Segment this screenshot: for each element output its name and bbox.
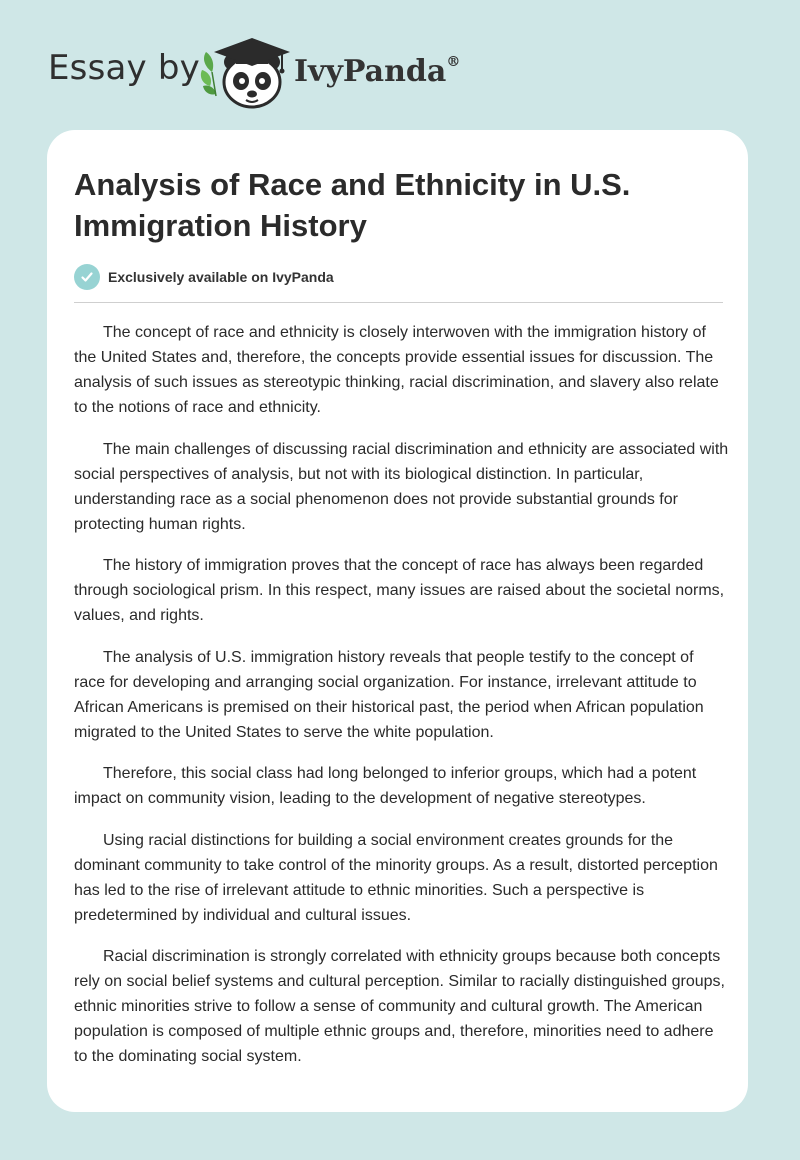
divider	[74, 302, 723, 303]
exclusive-badge	[74, 264, 334, 290]
paragraph: The main challenges of discussing racial discrimination and ethnicity are associated with social perspectives of analysis, but not with its biological distinction. In particular, understanding race as a social phenomenon does not provide substantial grounds for protecting human rights.	[74, 440, 729, 533]
site-header	[0, 0, 800, 130]
paragraph: Racial discrimination is strongly correlated with ethnicity groups because both concepts rely on social belief systems and cultural perception. Similar to racially distinguished groups, ethnic minorities strive to follow a sense of community and cultural growth. The American population is composed of multiple ethnic groups and, therefore, minorities need to adhere to the dominating social system.	[74, 948, 725, 1065]
paragraph: The concept of race and ethnicity is closely interwoven with the immigration history of the United States and, therefore, the concepts provide essential issues for discussion. The analysis of such issues as stereotypic thinking, racial discrimination, and slavery also relate to the notions of race and ethnicity.	[74, 324, 719, 416]
ivy-leaf-icon	[201, 52, 216, 96]
paragraph: The history of immigration proves that the concept of race has always been regarded through sociological prism. In this respect, many issues are raised about the societal norms, values, and rights.	[74, 557, 725, 624]
paragraph: The analysis of U.S. immigration history reveals that people testify to the concept of race for developing and arranging social organization. For instance, irrelevant attitude to African Americans is premised on their historical past, the period when African population migrated to the United States to serve the white population.	[74, 648, 704, 741]
page-title: Analysis of Race and Ethnicity in U.S. Immigration History	[74, 167, 631, 243]
exclusive-badge-text: Exclusively available on IvyPanda	[108, 269, 334, 285]
brand-name[interactable]	[294, 54, 460, 89]
panda-graduation-cap-icon[interactable]	[198, 36, 294, 110]
check-circle-icon	[74, 264, 100, 290]
brand-name-text: IvyPanda	[294, 54, 447, 89]
essay-card	[47, 130, 748, 1112]
essay-body	[74, 320, 729, 1086]
registered-mark: ®	[446, 54, 461, 70]
paragraph: Therefore, this social class had long belonged to inferior groups, which had a potent impact on community vision, leading to the development of negative stereotypes.	[74, 765, 697, 807]
essay-by-label: Essay by	[48, 48, 200, 88]
paragraph: Using racial distinctions for building a social environment creates grounds for the dominant community to take control of the minority groups. As a result, distorted perception has led to the rise of irrelevant attitude to ethnic minorities. Such a perspective is predetermined by individual and cultural issues.	[74, 831, 718, 924]
